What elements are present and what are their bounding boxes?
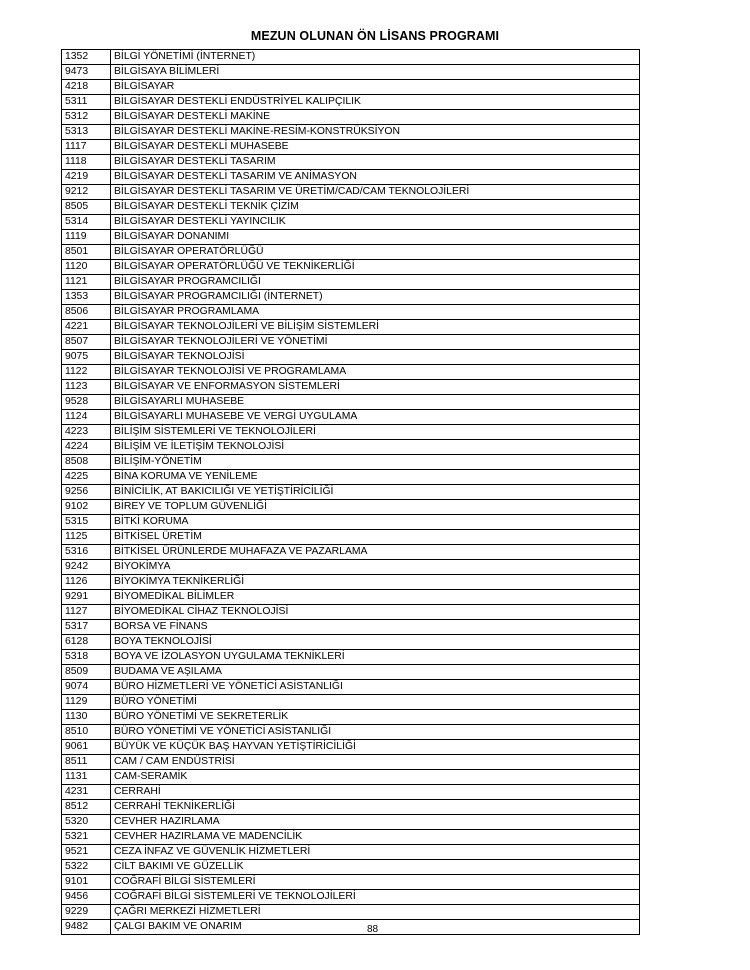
table-row: [62, 560, 640, 575]
program-code: 9482: [62, 920, 111, 935]
program-name: BİLGİSAYAR DONANIMI: [111, 230, 640, 245]
program-name: BÜRO YÖNETİMİ VE YÖNETİCİ ASİSTANLIĞI: [111, 725, 640, 740]
program-code: 9229: [62, 905, 111, 920]
table-row: [62, 710, 640, 725]
table-row: [62, 635, 640, 650]
program-code: 9101: [62, 875, 111, 890]
program-code: 4223: [62, 425, 111, 440]
program-name: BİLGİSAYAR TEKNOLOJİLERİ VE BİLİŞİM SİSTEMLERİ: [111, 320, 640, 335]
program-name: BİTKİ KORUMA: [111, 515, 640, 530]
table-row: [62, 455, 640, 470]
program-name: BİLGİSAYAR DESTEKLİ YAYINCILIK: [111, 215, 640, 230]
program-name: BİNİCİLİK, AT BAKICILIĞI VE YETİŞTİRİCİLİĞİ: [111, 485, 640, 500]
program-code: 5317: [62, 620, 111, 635]
program-code: 9473: [62, 65, 111, 80]
program-code: 9528: [62, 395, 111, 410]
program-name: BİLGİSAYAR DESTEKLİ MAKİNE-RESİM-KONSTRÜKSİYON: [111, 125, 640, 140]
program-name: BİTKİSEL ÜRETİM: [111, 530, 640, 545]
table-row: [62, 365, 640, 380]
table-row: [62, 860, 640, 875]
program-code: 4218: [62, 80, 111, 95]
program-name: CİLT BAKIMI VE GÜZELLİK: [111, 860, 640, 875]
program-code: 9242: [62, 560, 111, 575]
program-code: 1124: [62, 410, 111, 425]
program-code: 6128: [62, 635, 111, 650]
table-row: [62, 410, 640, 425]
table-row: [62, 665, 640, 680]
program-name: BİYOMEDİKAL CİHAZ TEKNOLOJİSİ: [111, 605, 640, 620]
program-name: BİLGİSAYAR TEKNOLOJİSİ: [111, 350, 640, 365]
table-row: [62, 440, 640, 455]
program-code: 8507: [62, 335, 111, 350]
table-row: [62, 695, 640, 710]
program-table: [61, 49, 640, 935]
table-row: [62, 185, 640, 200]
table-row: [62, 815, 640, 830]
program-name: BİLGİSAYARLI MUHASEBE: [111, 395, 640, 410]
program-code: 5322: [62, 860, 111, 875]
table-row: [62, 905, 640, 920]
program-name: BÜYÜK VE KÜÇÜK BAŞ HAYVAN YETİŞTİRİCİLİĞİ: [111, 740, 640, 755]
table-row: [62, 515, 640, 530]
program-name: BİNA KORUMA VE YENİLEME: [111, 470, 640, 485]
program-name: BİLGİSAYAR: [111, 80, 640, 95]
program-name: BÜRO YÖNETİMİ VE SEKRETERLİK: [111, 710, 640, 725]
program-code: 1131: [62, 770, 111, 785]
program-name: BİLGİSAYAR DESTEKLİ TASARIM VE ÜRETİM/CAD/CAM TEKNOLOJİLERİ: [111, 185, 640, 200]
program-code: 9212: [62, 185, 111, 200]
program-code: 9074: [62, 680, 111, 695]
program-name: CEVHER HAZIRLAMA: [111, 815, 640, 830]
program-name: BİLGİSAYAR TEKNOLOJİSİ VE PROGRAMLAMA: [111, 365, 640, 380]
program-name: COĞRAFİ BİLGİ SİSTEMLERİ VE TEKNOLOJİLERİ: [111, 890, 640, 905]
table-row: [62, 530, 640, 545]
table-row: [62, 380, 640, 395]
table-row: [62, 800, 640, 815]
table-row: [62, 200, 640, 215]
program-code: 1353: [62, 290, 111, 305]
program-code: 5318: [62, 650, 111, 665]
program-name: BİLGİSAYAR OPERATÖRLÜĞÜ: [111, 245, 640, 260]
program-table-body: [62, 50, 640, 935]
table-row: [62, 875, 640, 890]
program-code: 5321: [62, 830, 111, 845]
program-name: BİYOMEDİKAL BİLİMLER: [111, 590, 640, 605]
table-row: [62, 590, 640, 605]
program-name: CERRAHİ: [111, 785, 640, 800]
program-name: BİLGİSAYAR VE ENFORMASYON SİSTEMLERİ: [111, 380, 640, 395]
program-name: CEVHER HAZIRLAMA VE MADENCİLİK: [111, 830, 640, 845]
program-name: BİYOKİMYA TEKNİKERLİĞİ: [111, 575, 640, 590]
table-row: [62, 920, 640, 935]
program-code: 9075: [62, 350, 111, 365]
program-code: 4219: [62, 170, 111, 185]
program-code: 1117: [62, 140, 111, 155]
program-code: 8506: [62, 305, 111, 320]
program-code: 9256: [62, 485, 111, 500]
table-row: [62, 620, 640, 635]
program-code: 9061: [62, 740, 111, 755]
program-code: 5320: [62, 815, 111, 830]
program-name: BİLİŞİM VE İLETİŞİM TEKNOLOJİSİ: [111, 440, 640, 455]
program-name: CAM-SERAMİK: [111, 770, 640, 785]
program-name: CAM / CAM ENDÜSTRİSİ: [111, 755, 640, 770]
table-row: [62, 260, 640, 275]
table-row: [62, 245, 640, 260]
table-row: [62, 785, 640, 800]
table-row: [62, 725, 640, 740]
program-code: 8501: [62, 245, 111, 260]
table-row: [62, 305, 640, 320]
program-code: 1126: [62, 575, 111, 590]
table-row: [62, 740, 640, 755]
table-row: [62, 275, 640, 290]
program-code: 4221: [62, 320, 111, 335]
program-code: 8510: [62, 725, 111, 740]
program-code: 5316: [62, 545, 111, 560]
table-row: [62, 755, 640, 770]
program-code: 5315: [62, 515, 111, 530]
program-code: 5312: [62, 110, 111, 125]
table-row: [62, 395, 640, 410]
program-name: CEZA İNFAZ VE GÜVENLİK HİZMETLERİ: [111, 845, 640, 860]
program-code: 1123: [62, 380, 111, 395]
table-row: [62, 125, 640, 140]
program-name: BİLGİSAYAR DESTEKLİ TASARIM: [111, 155, 640, 170]
program-code: 9456: [62, 890, 111, 905]
table-row: [62, 320, 640, 335]
table-row: [62, 845, 640, 860]
program-name: BİLGİSAYAR DESTEKLİ TEKNİK ÇİZİM: [111, 200, 640, 215]
table-row: [62, 110, 640, 125]
program-code: 5311: [62, 95, 111, 110]
table-row: [62, 215, 640, 230]
table-row: [62, 140, 640, 155]
program-code: 1352: [62, 50, 111, 65]
program-name: BİLİŞİM-YÖNETİM: [111, 455, 640, 470]
program-name: BİLGİSAYAR PROGRAMLAMA: [111, 305, 640, 320]
program-name: BUDAMA VE AŞILAMA: [111, 665, 640, 680]
program-name: BOYA VE İZOLASYON UYGULAMA TEKNİKLERİ: [111, 650, 640, 665]
program-name: BİLGİSAYAR DESTEKLİ MAKİNE: [111, 110, 640, 125]
table-row: [62, 470, 640, 485]
table-row: [62, 830, 640, 845]
table-row: [62, 650, 640, 665]
program-name: BORSA VE FİNANS: [111, 620, 640, 635]
program-name: BİLGİSAYA BİLİMLERİ: [111, 65, 640, 80]
program-name: BİLGİSAYARLI MUHASEBE VE VERGİ UYGULAMA: [111, 410, 640, 425]
program-code: 8511: [62, 755, 111, 770]
table-row: [62, 350, 640, 365]
program-name: ÇAĞRI MERKEZİ HİZMETLERİ: [111, 905, 640, 920]
program-code: 9291: [62, 590, 111, 605]
table-row: [62, 770, 640, 785]
table-row: [62, 680, 640, 695]
program-code: 8509: [62, 665, 111, 680]
program-name: BİLGİSAYAR DESTEKLİ ENDÜSTRİYEL KALIPÇILIK: [111, 95, 640, 110]
program-name: BİTKİSEL ÜRÜNLERDE MUHAFAZA VE PAZARLAMA: [111, 545, 640, 560]
table-row: [62, 170, 640, 185]
program-name: BİREY VE TOPLUM GÜVENLİĞİ: [111, 500, 640, 515]
program-name: BİLGİSAYAR DESTEKLİ MUHASEBE: [111, 140, 640, 155]
program-name: COĞRAFİ BİLGİ SİSTEMLERİ: [111, 875, 640, 890]
program-name: BOYA TEKNOLOJİSİ: [111, 635, 640, 650]
program-name: BİLİŞİM SİSTEMLERİ VE TEKNOLOJİLERİ: [111, 425, 640, 440]
table-row: [62, 95, 640, 110]
program-code: 9102: [62, 500, 111, 515]
program-name: CERRAHİ TEKNİKERLİĞİ: [111, 800, 640, 815]
table-row: [62, 335, 640, 350]
program-code: 1118: [62, 155, 111, 170]
program-code: 8508: [62, 455, 111, 470]
program-name: BÜRO HİZMETLERİ VE YÖNETİCİ ASİSTANLIĞI: [111, 680, 640, 695]
page-title: MEZUN OLUNAN ÖN LİSANS PROGRAMI: [250, 29, 500, 43]
program-name: BÜRO YÖNETİMİ: [111, 695, 640, 710]
program-code: 8505: [62, 200, 111, 215]
table-row: [62, 425, 640, 440]
program-code: 9521: [62, 845, 111, 860]
table-row: [62, 80, 640, 95]
program-code: 1120: [62, 260, 111, 275]
program-name: BİYOKİMYA: [111, 560, 640, 575]
program-code: 1121: [62, 275, 111, 290]
program-code: 1130: [62, 710, 111, 725]
page-number: 88: [367, 924, 379, 935]
program-code: 1122: [62, 365, 111, 380]
table-row: [62, 485, 640, 500]
program-name: BİLGİSAYAR TEKNOLOJİLERİ VE YÖNETİMİ: [111, 335, 640, 350]
program-code: 1119: [62, 230, 111, 245]
table-row: [62, 605, 640, 620]
program-code: 5313: [62, 125, 111, 140]
table-row: [62, 50, 640, 65]
program-name: BİLGİSAYAR PROGRAMCILIĞI (İNTERNET): [111, 290, 640, 305]
table-row: [62, 65, 640, 80]
program-code: 5314: [62, 215, 111, 230]
program-name: BİLGİSAYAR OPERATÖRLÜĞÜ VE TEKNİKERLİĞİ: [111, 260, 640, 275]
program-code: 4231: [62, 785, 111, 800]
table-row: [62, 500, 640, 515]
program-code: 4224: [62, 440, 111, 455]
program-name: ÇALGI BAKIM VE ONARIM: [111, 920, 640, 935]
program-code: 8512: [62, 800, 111, 815]
program-name: BİLGİSAYAR DESTEKLİ TASARIM VE ANİMASYON: [111, 170, 640, 185]
program-name: BİLGİSAYAR PROGRAMCILIĞI: [111, 275, 640, 290]
table-row: [62, 290, 640, 305]
program-code: 1127: [62, 605, 111, 620]
program-code: 1125: [62, 530, 111, 545]
table-row: [62, 890, 640, 905]
table-row: [62, 230, 640, 245]
table-row: [62, 155, 640, 170]
table-row: [62, 545, 640, 560]
program-code: 1129: [62, 695, 111, 710]
table-row: [62, 575, 640, 590]
program-code: 4225: [62, 470, 111, 485]
program-name: BİLGİ YÖNETİMİ (İNTERNET): [111, 50, 640, 65]
